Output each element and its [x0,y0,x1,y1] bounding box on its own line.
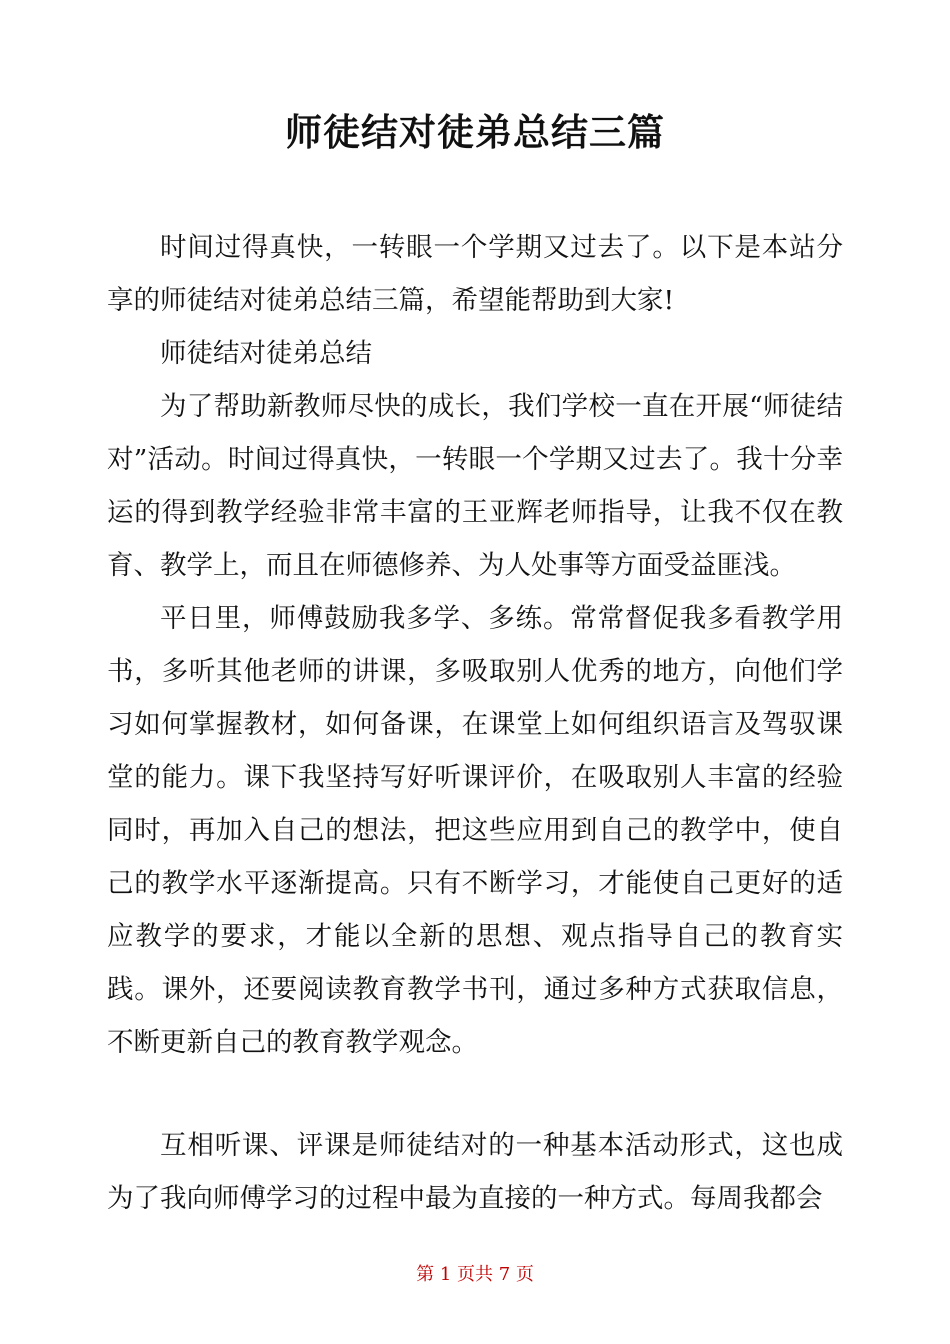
document-title: 师徒结对徒弟总结三篇 [285,111,665,154]
section-heading: 师徒结对徒弟总结 [160,338,372,369]
intro-paragraph: 时间过得真快，一转眼一个学期又过去了。以下是本站分享的师徒结对徒弟总结三篇，希望能帮助到大家! [107,232,843,316]
body-paragraph: 互相听课、评课是师徒结对的一种基本活动形式，这也成为了我向师傅学习的过程中最为直接的一种方式。每周我都会 [107,1130,843,1214]
body-paragraph: 为了帮助新教师尽快的成长，我们学校一直在开展“师徒结对”活动。时间过得真快，一转眼一个学期又过去了。我十分幸运的得到教学经验非常丰富的王亚辉老师指导，让我不仅在教育、教学上，而且在师德修养、为人处事等方面受益匪浅。 [107,391,843,581]
page-number-footer: 第 1 页共 7 页 [416,1264,534,1285]
body-paragraph: 平日里，师傅鼓励我多学、多练。常常督促我多看教学用书，多听其他老师的讲课，多吸取别人优秀的地方，向他们学习如何掌握教材，如何备课，在课堂上如何组织语言及驾驭课堂的能力。课下我坚持写好听课评价，在吸取别人丰富的经验同时，再加入自己的想法，把这些应用到自己的教学中，使自己的教学水平逐渐提高。只有不断学习，才能使自己更好的适应教学的要求，才能以全新的思想、观点指导自己的教育实践。课外，还要阅读教育教学书刊，通过多种方式获取信息，不断更新自己的教育教学观念。 [107,603,843,1058]
document-body [107,221,843,1225]
